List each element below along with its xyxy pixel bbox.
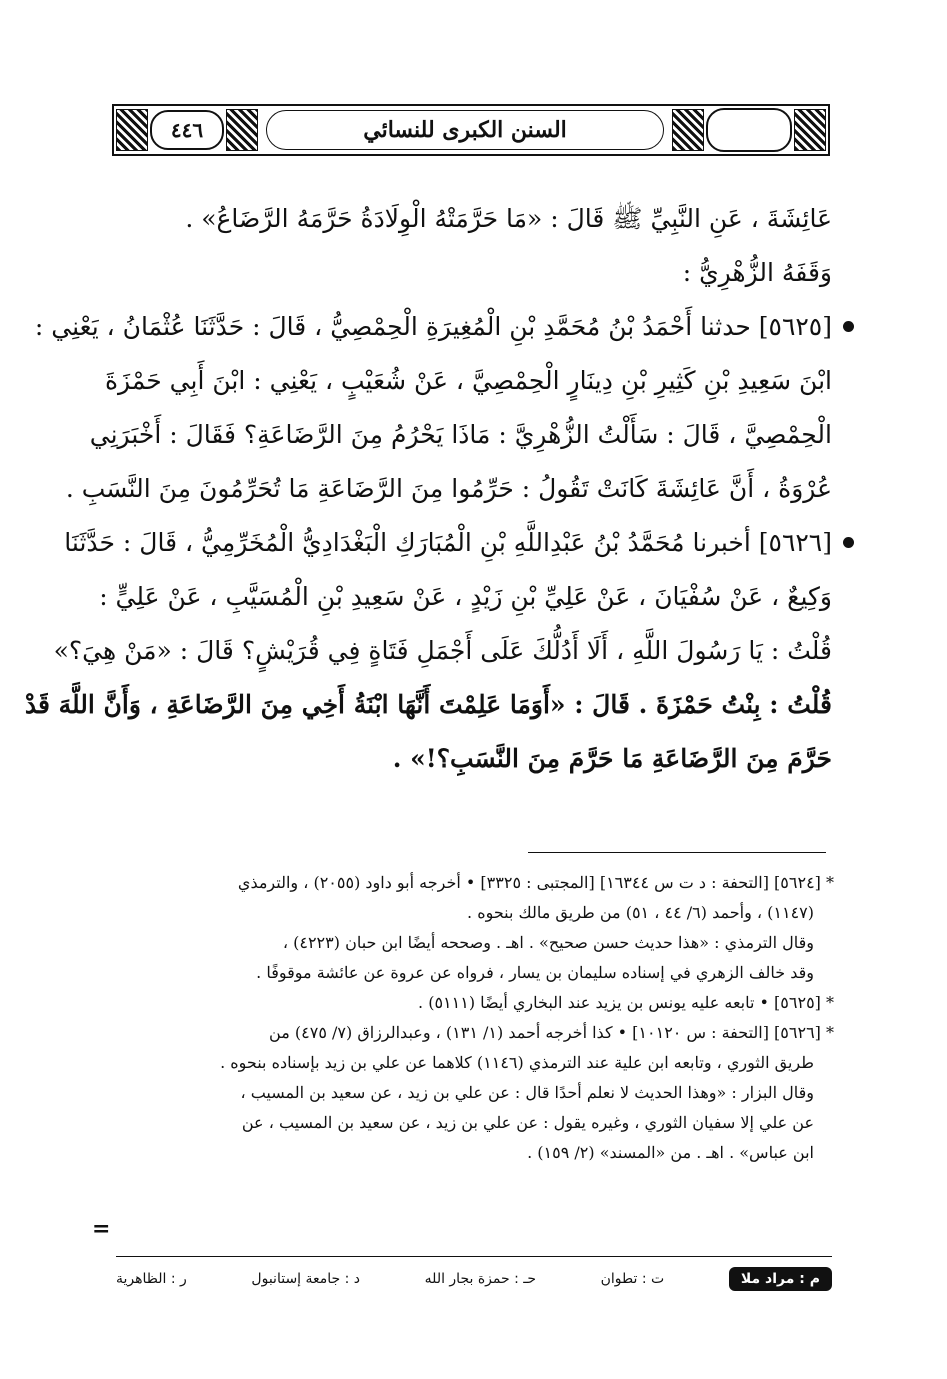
source-h: حـ : حمزة بجار الله (424, 1271, 537, 1287)
page-header (112, 104, 830, 156)
text-line: [٥٦٢٥] حدثنا أَحْمَدُ بْنُ مُحَمَّدِ بْنِ الْمُغِيرَةِ الْحِمْصِيُّ ، قَالَ : حَدَّثَنَا عُثْمَانُ ، يَعْنِي : (34, 312, 832, 341)
footnote-line: وقال الترمذي : «هذا حديث حسن صحيح» . اهـ . وصححه أيضًا ابن حبان (٤٢٢٣) ، (282, 933, 814, 952)
footnote-divider (528, 852, 826, 853)
ornament-icon (672, 109, 704, 151)
footnote-line: * [٥٦٢٦] [التحفة : س ١٠١٢٠] • كذا أخرجه أحمد (١/ ١٣١) ، وعبدالرزاق (٧/ ٤٧٥) من (269, 1023, 834, 1042)
bullet-icon (843, 321, 854, 332)
footnote-line: * [٥٦٢٥] • تابعه عليه يونس بن يزيد عند البخاري أيضًا (٥١١١) . (418, 993, 834, 1012)
text-line: عُرْوَةُ ، أَنَّ عَائِشَةَ كَانَتْ تَقُولُ : حَرِّمُوا مِنَ الرَّضَاعَةِ مَا تُحَرِّمُونَ مِنَ النَّسَبِ . (65, 474, 832, 503)
page-number-group (114, 109, 260, 151)
book-title: السنن الكبرى للنسائي (266, 110, 664, 150)
bullet-icon (843, 537, 854, 548)
footnotes (112, 868, 834, 1168)
text-line: الْحِمْصِيَّ ، قَالَ : سَأَلْتُ الزُّهْرِيَّ : مَاذَا يَحْرُمُ مِنَ الرَّضَاعَةِ؟ فَقَالَ : أَخْبَرَنِي (89, 420, 832, 449)
hadith-5625 (34, 300, 832, 516)
footnote-line: طريق الثوري ، وتابعه ابن علية عند الترمذي (١١٤٦) كلاهما عن علي بن زيد بإسناده بنحوه . (220, 1053, 814, 1072)
continuation-marker: = (92, 1216, 111, 1242)
ornament-icon (116, 109, 148, 151)
text-line: قُلْتُ : بِنْتُ حَمْزَةَ . قَالَ : «أَوَمَا عَلِمْتَ أَنَّهَا ابْنَةُ أَخِي مِنَ الرَّضَاعَةِ ، وَأَنَّ اللَّهَ قَدْ (24, 690, 832, 719)
footnote-line: * [٥٦٢٤] [التحفة : د ت س ١٦٣٤٤] [المجتبى : ٣٣٢٥] • أخرجه أبو داود (٢٠٥٥) ، والترمذي (237, 873, 834, 892)
footnote-line: عن علي إلا سفيان الثوري ، وغيره يقول : عن علي بن زيد ، عن سعيد بن المسيب ، عن (241, 1113, 814, 1132)
hadith-5626 (24, 516, 832, 786)
bottom-divider (116, 1256, 832, 1257)
text-line: عَائِشَةَ ، عَنِ النَّبِيِّ ﷺ قَالَ : «مَا حَرَّمَتْهُ الْوِلَادَةُ حَرَّمَهُ الرَّضَاعُ» . (185, 204, 832, 233)
text-line: وَكِيعٌ ، عَنْ سُفْيَانَ ، عَنْ عَلِيِّ بْنِ زَيْدٍ ، عَنْ سَعِيدِ بْنِ الْمُسَيَّبِ ، عَنْ عَلِيٍّ : (99, 582, 832, 611)
ornament-icon (794, 109, 826, 151)
source-d: د : جامعة إستانبول (251, 1271, 361, 1287)
logo-group (670, 108, 828, 152)
text-line: قُلْتُ : يَا رَسُولَ اللَّهِ ، أَلَا أَدُلُّكَ عَلَى أَجْمَلِ فَتَاةٍ فِي قُرَيْشٍ؟ قَالَ : «مَنْ هِيَ؟» (53, 636, 832, 665)
text-line: [٥٦٢٦] أخبرنا مُحَمَّدُ بْنُ عَبْدِاللَّهِ بْنِ الْمُبَارَكِ الْبَغْدَادِيُّ الْمُخَرِّمِيُّ ، قَالَ : حَدَّثَنَا (64, 528, 832, 557)
source-m: م : مراد ملا (729, 1267, 832, 1291)
footnote-line: ابن عباس» . اهـ . من «المسند» (٢/ ١٥٩) . (527, 1143, 814, 1162)
text-line: ابْنَ سَعِيدِ بْنِ كَثِيرِ بْنِ دِينَارٍ الْحِمْصِيَّ ، عَنْ شُعَيْبٍ ، يَعْنِي : ابْنَ أَبِي حَمْزَةَ (104, 366, 832, 395)
main-text (24, 192, 832, 786)
source-t: ت : تطوان (600, 1271, 665, 1287)
page-number: ٤٤٦ (150, 110, 224, 150)
footnote-line: (١١٤٧) ، وأحمد (٦/ ٤٤ ، ٥١) من طريق مالك بنحوه . (467, 903, 814, 922)
text-line: حَرَّمَ مِنَ الرَّضَاعَةِ مَا حَرَّمَ مِنَ النَّسَبِ؟!» . (392, 744, 832, 773)
ornament-icon (226, 109, 258, 151)
footnote-line: وقد خالف الزهري في إسناده سليمان بن يسار ، فرواه عن عروة عن عائشة موقوفًا . (256, 963, 814, 982)
publisher-logo (706, 108, 792, 152)
text-line: وَقَفَهُ الزُّهْرِيُّ : (682, 258, 832, 287)
manuscript-sources (116, 1262, 832, 1296)
source-r: ر : الظاهرية (116, 1271, 187, 1287)
footnote-line: وقال البزار : «وهذا الحديث لا نعلم أحدًا قال : عن علي بن زيد ، عن سعيد بن المسيب ، (240, 1083, 814, 1102)
